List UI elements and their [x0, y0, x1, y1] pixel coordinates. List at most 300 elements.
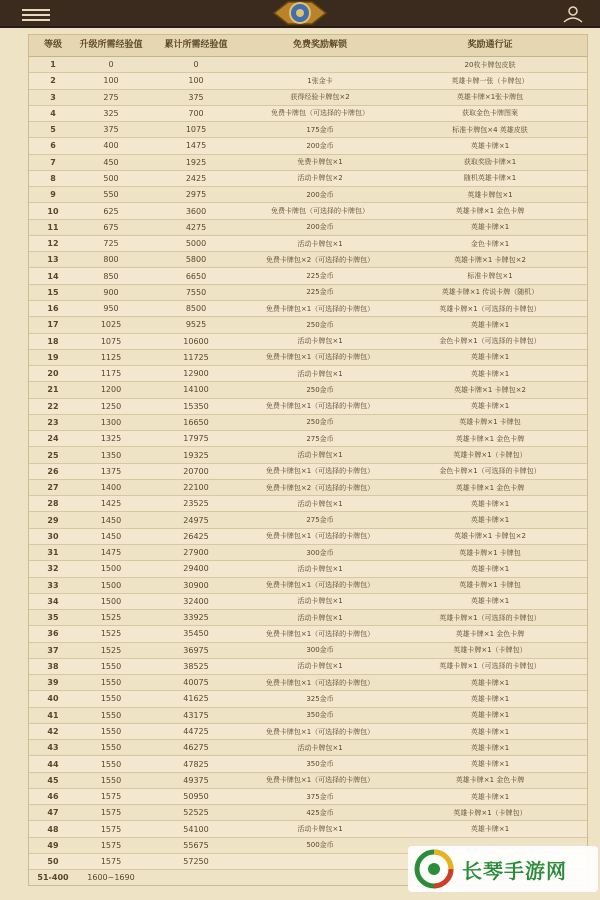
exp-cell: 800	[103, 255, 119, 265]
pass-reward-cell: 英雄卡牌×1 金色卡牌	[455, 483, 525, 492]
level-cell: 35	[47, 613, 59, 623]
free-reward-cell: 275金币	[306, 434, 334, 443]
table-row	[29, 773, 587, 789]
exp-cell: 850	[103, 271, 119, 281]
free-reward-cell: 225金币	[306, 288, 334, 297]
pass-reward-cell: 英雄卡牌×1	[470, 564, 510, 573]
free-reward-cell: 活动卡牌包×2	[297, 174, 343, 183]
table-row	[29, 545, 587, 561]
total-exp-cell: 32400	[183, 596, 209, 606]
table-row	[29, 529, 587, 545]
pass-reward-cell: 英雄卡牌×1 卡牌包	[459, 548, 521, 557]
level-cell: 7	[50, 157, 56, 167]
level-cell: 24	[47, 434, 59, 444]
total-exp-cell: 55675	[183, 840, 209, 850]
pass-reward-cell: 英雄卡牌×1（可选择的卡牌包）	[439, 304, 541, 313]
pass-reward-cell: 英雄卡牌×1	[470, 694, 510, 703]
total-exp-cell: 700	[188, 108, 204, 118]
level-cell: 33	[47, 580, 59, 590]
total-exp-cell: 3600	[185, 206, 207, 216]
pass-reward-cell: 英雄卡牌×1（可选择的卡牌包）	[439, 613, 541, 622]
free-reward-cell: 500金币	[306, 841, 334, 850]
total-exp-cell: 43175	[183, 710, 209, 720]
table-row	[29, 805, 587, 821]
table-body	[29, 57, 587, 886]
exp-cell: 1500	[100, 596, 122, 606]
exp-cell: 1175	[100, 369, 122, 379]
table-row	[29, 155, 587, 171]
table-row	[29, 643, 587, 659]
watermark-text: 长琴手游网	[462, 860, 567, 883]
table-row	[29, 73, 587, 89]
total-exp-cell	[145, 877, 247, 879]
total-exp-cell: 9525	[185, 320, 207, 330]
pass-reward-cell: 金色卡牌×1（可选择的卡牌包）	[439, 337, 541, 346]
table-row	[29, 350, 587, 366]
free-reward-cell: 免费卡牌包×1（可选择的卡牌包）	[265, 629, 375, 638]
pass-reward-cell: 英雄卡牌×1	[470, 760, 510, 769]
free-reward-cell	[247, 877, 393, 879]
pass-reward-cell: 获取奖励卡牌×1	[463, 158, 517, 167]
total-exp-cell: 38525	[183, 661, 209, 671]
level-cell: 29	[47, 515, 59, 525]
free-reward-cell: 免费卡牌包×1（可选择的卡牌包）	[265, 727, 375, 736]
level-cell: 27	[47, 483, 59, 493]
total-exp-cell: 52525	[183, 808, 209, 818]
level-cell: 15	[47, 287, 59, 297]
total-exp-cell: 49375	[183, 775, 209, 785]
level-cell: 28	[47, 499, 59, 509]
table-row	[29, 512, 587, 528]
level-cell: 44	[47, 759, 59, 769]
free-reward-cell	[247, 861, 393, 863]
exp-cell: 1525	[100, 613, 122, 623]
level-cell: 41	[47, 710, 59, 720]
table-row	[29, 90, 587, 106]
table-row	[29, 431, 587, 447]
exp-cell: 450	[103, 157, 119, 167]
free-reward-cell: 325金币	[306, 694, 334, 703]
free-reward-cell: 350金币	[306, 711, 334, 720]
total-exp-cell: 16650	[183, 417, 209, 427]
pass-reward-cell: 20枚卡牌包皮肤	[464, 60, 516, 69]
table-row	[29, 317, 587, 333]
pass-reward-cell: 标准卡牌包×1	[467, 272, 513, 281]
level-cell: 40	[47, 694, 59, 704]
free-reward-cell: 活动卡牌包×1	[297, 564, 343, 573]
table-row	[29, 594, 587, 610]
exp-cell: 675	[103, 222, 119, 232]
level-cell: 20	[47, 369, 59, 379]
level-cell: 17	[47, 320, 59, 330]
total-exp-cell: 35450	[183, 629, 209, 639]
pass-reward-cell: 英雄卡牌×1（可选择的卡牌包）	[439, 662, 541, 671]
free-reward-cell: 350金币	[306, 760, 334, 769]
exp-cell: 1375	[100, 466, 122, 476]
total-exp-cell: 29400	[183, 564, 209, 574]
table-row	[29, 415, 587, 431]
pass-reward-cell: 随机英雄卡牌×1	[463, 174, 517, 183]
free-reward-cell: 275金币	[306, 516, 334, 525]
free-reward-cell: 免费卡牌包×1（可选择的卡牌包）	[265, 532, 375, 541]
exp-cell: 1575	[100, 857, 122, 867]
exp-cell: 1525	[100, 629, 122, 639]
total-exp-cell: 6650	[185, 271, 207, 281]
level-cell: 23	[47, 417, 59, 427]
table-row	[29, 626, 587, 642]
total-exp-cell: 41625	[183, 694, 209, 704]
free-reward-cell: 免费卡牌包（可选择的卡牌包）	[271, 207, 369, 216]
header-free-reward: 免费奖励解锁	[292, 40, 347, 50]
level-cell: 18	[47, 336, 59, 346]
level-cell: 10	[47, 206, 59, 216]
exp-cell: 400	[103, 141, 119, 151]
free-reward-cell: 免费卡牌包×1（可选择的卡牌包）	[265, 581, 375, 590]
level-cell: 19	[47, 352, 59, 362]
level-cell: 32	[47, 564, 59, 574]
pass-reward-cell: 英雄卡牌×1	[470, 792, 510, 801]
free-reward-cell: 免费卡牌包×1（可选择的卡牌包）	[265, 678, 375, 687]
total-exp-cell: 27900	[183, 548, 209, 558]
pass-reward-cell: 英雄卡牌×1	[470, 320, 510, 329]
free-reward-cell: 250金币	[306, 385, 334, 394]
free-reward-cell: 免费卡牌包×2（可选择的卡牌包）	[265, 483, 375, 492]
pass-reward-cell: 英雄卡牌×1 传说卡牌（随机）	[441, 288, 539, 297]
free-reward-cell: 免费卡牌包×1（可选择的卡牌包）	[265, 402, 375, 411]
exp-cell: 1550	[100, 661, 122, 671]
level-cell: 43	[47, 743, 59, 753]
total-exp-cell: 17975	[183, 434, 209, 444]
exp-cell: 1250	[100, 401, 122, 411]
level-cell: 5	[50, 125, 56, 135]
pass-reward-cell: 英雄卡牌包×1	[467, 190, 513, 199]
level-cell: 3	[50, 92, 56, 102]
level-cell: 37	[47, 645, 59, 655]
header-exp: 升级所需经验值	[79, 40, 143, 50]
table-row	[29, 610, 587, 626]
pass-reward-cell: 英雄卡牌×1 卡牌包	[459, 581, 521, 590]
level-cell: 16	[47, 304, 59, 314]
table-row	[29, 740, 587, 756]
table-row	[29, 480, 587, 496]
level-cell: 22	[47, 401, 59, 411]
table-row	[29, 220, 587, 236]
total-exp-cell: 11725	[183, 352, 209, 362]
level-cell: 42	[47, 727, 59, 737]
header-pass-reward: 奖励通行证	[467, 40, 513, 50]
pass-reward-cell: 英雄卡牌×1	[470, 711, 510, 720]
exp-cell: 1450	[100, 515, 122, 525]
level-cell: 45	[47, 775, 59, 785]
total-exp-cell: 375	[188, 92, 204, 102]
exp-cell: 1550	[100, 759, 122, 769]
level-cell: 14	[47, 271, 59, 281]
pass-reward-cell: 英雄卡牌×1	[470, 516, 510, 525]
total-exp-cell: 33925	[183, 613, 209, 623]
exp-cell: 1350	[100, 450, 122, 460]
exp-cell: 900	[103, 287, 119, 297]
pass-reward-cell: 英雄卡牌×1	[470, 597, 510, 606]
user-icon[interactable]	[562, 5, 584, 23]
table-row	[29, 334, 587, 350]
table-row	[29, 789, 587, 805]
free-reward-cell: 活动卡牌包×1	[297, 613, 343, 622]
total-exp-cell: 5800	[185, 255, 207, 265]
exp-cell: 550	[103, 190, 119, 200]
level-cell: 39	[47, 678, 59, 688]
exp-cell: 1550	[100, 743, 122, 753]
total-exp-cell: 46275	[183, 743, 209, 753]
menu-icon[interactable]	[22, 9, 50, 21]
free-reward-cell: 获得经验卡牌包×2	[290, 93, 350, 102]
table-row	[29, 57, 587, 73]
table-row	[29, 301, 587, 317]
pass-reward-cell: 英雄卡牌×1	[470, 353, 510, 362]
pass-reward-cell: 金色卡牌×1	[470, 239, 510, 248]
exp-cell: 1500	[100, 564, 122, 574]
free-reward-cell: 免费卡牌包（可选择的卡牌包）	[271, 109, 369, 118]
level-cell: 13	[47, 255, 59, 265]
exp-cell: 1550	[100, 775, 122, 785]
free-reward-cell: 免费卡牌包×1（可选择的卡牌包）	[265, 467, 375, 476]
pass-reward-cell: 英雄卡牌×1	[470, 369, 510, 378]
free-reward-cell: 1张金卡	[307, 76, 333, 85]
free-reward-cell: 活动卡牌包×1	[297, 369, 343, 378]
pass-reward-cell: 英雄卡牌×1	[470, 223, 510, 232]
free-reward-cell: 活动卡牌包×1	[297, 239, 343, 248]
exp-cell: 1300	[100, 417, 122, 427]
table-row	[29, 285, 587, 301]
level-cell: 50	[47, 857, 59, 867]
exp-cell: 1575	[100, 808, 122, 818]
pass-reward-cell: 英雄卡牌×1 卡牌包×2	[454, 532, 526, 541]
level-cell: 48	[47, 824, 59, 834]
level-table	[28, 34, 588, 886]
pass-reward-cell: 英雄卡牌×1（卡牌包）	[453, 646, 527, 655]
table-row	[29, 691, 587, 707]
total-exp-cell: 22100	[183, 483, 209, 493]
total-exp-cell: 23525	[183, 499, 209, 509]
free-reward-cell: 免费卡牌包×1（可选择的卡牌包）	[265, 776, 375, 785]
table-row	[29, 708, 587, 724]
level-cell: 51-400	[37, 873, 69, 883]
total-exp-cell: 1475	[185, 141, 207, 151]
pass-reward-cell: 英雄卡牌×1 金色卡牌	[455, 434, 525, 443]
exp-cell: 625	[103, 206, 119, 216]
exp-cell: 325	[103, 108, 119, 118]
free-reward-cell: 活动卡牌包×1	[297, 825, 343, 834]
total-exp-cell: 40075	[183, 678, 209, 688]
level-cell: 11	[47, 222, 59, 232]
total-exp-cell: 54100	[183, 824, 209, 834]
pass-reward-cell: 英雄卡牌×1	[470, 825, 510, 834]
table-row	[29, 496, 587, 512]
exp-cell: 1600~1690	[87, 873, 135, 883]
table-row	[29, 382, 587, 398]
free-reward-cell: 免费卡牌包×1（可选择的卡牌包）	[265, 304, 375, 313]
exp-cell: 0	[108, 60, 114, 70]
header-total-exp: 累计所需经验值	[164, 40, 228, 50]
free-reward-cell: 300金币	[306, 548, 334, 557]
exp-cell: 1575	[100, 792, 122, 802]
exp-cell: 1575	[100, 840, 122, 850]
level-cell: 47	[47, 808, 59, 818]
level-cell: 36	[47, 629, 59, 639]
exp-cell: 375	[103, 125, 119, 135]
exp-cell: 1550	[100, 727, 122, 737]
top-bar	[0, 0, 600, 28]
pass-reward-cell: 英雄卡牌×1（卡牌包）	[453, 808, 527, 817]
pass-reward-cell: 英雄卡牌×1	[470, 678, 510, 687]
total-exp-cell: 14100	[183, 385, 209, 395]
total-exp-cell: 24975	[183, 515, 209, 525]
exp-cell: 950	[103, 304, 119, 314]
free-reward-cell: 425金币	[306, 808, 334, 817]
level-cell: 25	[47, 450, 59, 460]
exp-cell: 1525	[100, 645, 122, 655]
free-reward-cell: 活动卡牌包×1	[297, 743, 343, 752]
free-reward-cell: 活动卡牌包×1	[297, 499, 343, 508]
pass-reward-cell: 英雄卡牌×1	[470, 402, 510, 411]
total-exp-cell: 4275	[185, 222, 207, 232]
level-cell: 49	[47, 840, 59, 850]
free-reward-cell: 活动卡牌包×1	[297, 662, 343, 671]
emblem-icon	[270, 0, 330, 28]
free-reward-cell: 175金币	[306, 125, 334, 134]
exp-cell: 1475	[100, 548, 122, 558]
table-row	[29, 138, 587, 154]
free-reward-cell: 活动卡牌包×1	[297, 451, 343, 459]
exp-cell: 100	[103, 76, 119, 86]
level-cell: 38	[47, 661, 59, 671]
level-cell: 6	[50, 141, 56, 151]
free-reward-cell: 活动卡牌包×1	[297, 597, 343, 606]
pass-reward-cell: 英雄卡牌×1张卡牌包	[456, 93, 524, 102]
table-row	[29, 236, 587, 252]
pass-reward-cell: 获取金色卡牌图案	[462, 109, 518, 118]
watermark-logo-icon	[414, 849, 454, 889]
table-row	[29, 366, 587, 382]
free-reward-cell: 250金币	[306, 320, 334, 329]
total-exp-cell: 30900	[183, 580, 209, 590]
total-exp-cell: 2425	[185, 173, 207, 183]
pass-reward-cell: 英雄卡牌×1 卡牌包×2	[454, 385, 526, 394]
pass-reward-cell: 英雄卡牌一张（卡牌包）	[451, 76, 529, 85]
total-exp-cell: 8500	[185, 304, 207, 314]
table-row	[29, 464, 587, 480]
exp-cell: 500	[103, 173, 119, 183]
free-reward-cell: 200金币	[306, 190, 334, 199]
table-row	[29, 675, 587, 691]
pass-reward-cell: 英雄卡牌×1 卡牌包×2	[454, 255, 526, 264]
exp-cell: 1550	[100, 710, 122, 720]
table-row	[29, 561, 587, 577]
table-row	[29, 203, 587, 219]
level-cell: 31	[47, 548, 59, 558]
total-exp-cell: 2975	[185, 190, 207, 200]
exp-cell: 725	[103, 239, 119, 249]
pass-reward-cell: 标准卡牌包×4 英雄皮肤	[452, 125, 528, 134]
total-exp-cell: 15350	[183, 401, 209, 411]
total-exp-cell: 1925	[185, 157, 207, 167]
free-reward-cell	[247, 64, 393, 66]
total-exp-cell: 57250	[183, 857, 209, 867]
level-cell: 1	[50, 60, 56, 70]
pass-reward-cell: 金色卡牌×1（可选择的卡牌包）	[439, 467, 541, 476]
level-cell: 12	[47, 239, 59, 249]
exp-cell: 1550	[100, 694, 122, 704]
total-exp-cell: 100	[188, 76, 204, 86]
total-exp-cell: 5000	[185, 239, 207, 249]
free-reward-cell: 活动卡牌包×1	[297, 337, 343, 346]
level-cell: 4	[50, 108, 56, 118]
level-cell: 21	[47, 385, 59, 395]
exp-cell: 1400	[100, 483, 122, 493]
exp-cell: 1075	[100, 336, 122, 346]
exp-cell: 1425	[100, 499, 122, 509]
free-reward-cell: 200金币	[306, 141, 334, 150]
free-reward-cell: 免费卡牌包×2（可选择的卡牌包）	[265, 255, 375, 264]
exp-cell: 1200	[100, 385, 122, 395]
table-row	[29, 659, 587, 675]
table-row	[29, 187, 587, 203]
free-reward-cell: 300金币	[306, 646, 334, 655]
level-cell: 9	[50, 190, 56, 200]
table-row	[29, 756, 587, 772]
table-row	[29, 724, 587, 740]
exp-cell: 1550	[100, 678, 122, 688]
table-row	[29, 821, 587, 837]
exp-cell: 1325	[100, 434, 122, 444]
total-exp-cell: 26425	[183, 531, 209, 541]
free-reward-cell: 免费卡牌包×1（可选择的卡牌包）	[265, 353, 375, 362]
total-exp-cell: 19325	[183, 450, 209, 460]
total-exp-cell: 44725	[183, 727, 209, 737]
exp-cell: 1575	[100, 824, 122, 834]
total-exp-cell: 1075	[185, 125, 207, 135]
level-cell: 26	[47, 466, 59, 476]
level-cell: 2	[50, 76, 56, 86]
free-reward-cell: 250金币	[306, 418, 334, 427]
free-reward-cell: 200金币	[306, 223, 334, 232]
table-row	[29, 106, 587, 122]
pass-reward-cell: 英雄卡牌×1 金色卡牌	[455, 207, 525, 216]
total-exp-cell: 47825	[183, 759, 209, 769]
table-row	[29, 122, 587, 138]
total-exp-cell: 36975	[183, 645, 209, 655]
table-row	[29, 578, 587, 594]
table-header	[29, 35, 587, 57]
pass-reward-cell: 英雄卡牌×1	[470, 141, 510, 150]
pass-reward-cell: 英雄卡牌×1 卡牌包	[459, 418, 521, 427]
pass-reward-cell: 英雄卡牌×1（卡牌包）	[453, 451, 527, 459]
total-exp-cell: 0	[193, 60, 199, 70]
table-row	[29, 399, 587, 415]
free-reward-cell: 225金币	[306, 272, 334, 281]
exp-cell: 1500	[100, 580, 122, 590]
total-exp-cell: 7550	[185, 287, 207, 297]
total-exp-cell: 10600	[183, 336, 209, 346]
exp-cell: 1025	[100, 320, 122, 330]
watermark	[408, 846, 598, 892]
free-reward-cell: 免费卡牌包×1	[297, 158, 343, 167]
total-exp-cell: 12900	[183, 369, 209, 379]
pass-reward-cell: 英雄卡牌×1	[470, 499, 510, 508]
level-cell: 30	[47, 531, 59, 541]
level-cell: 46	[47, 792, 59, 802]
level-cell: 8	[50, 173, 56, 183]
table-row	[29, 171, 587, 187]
